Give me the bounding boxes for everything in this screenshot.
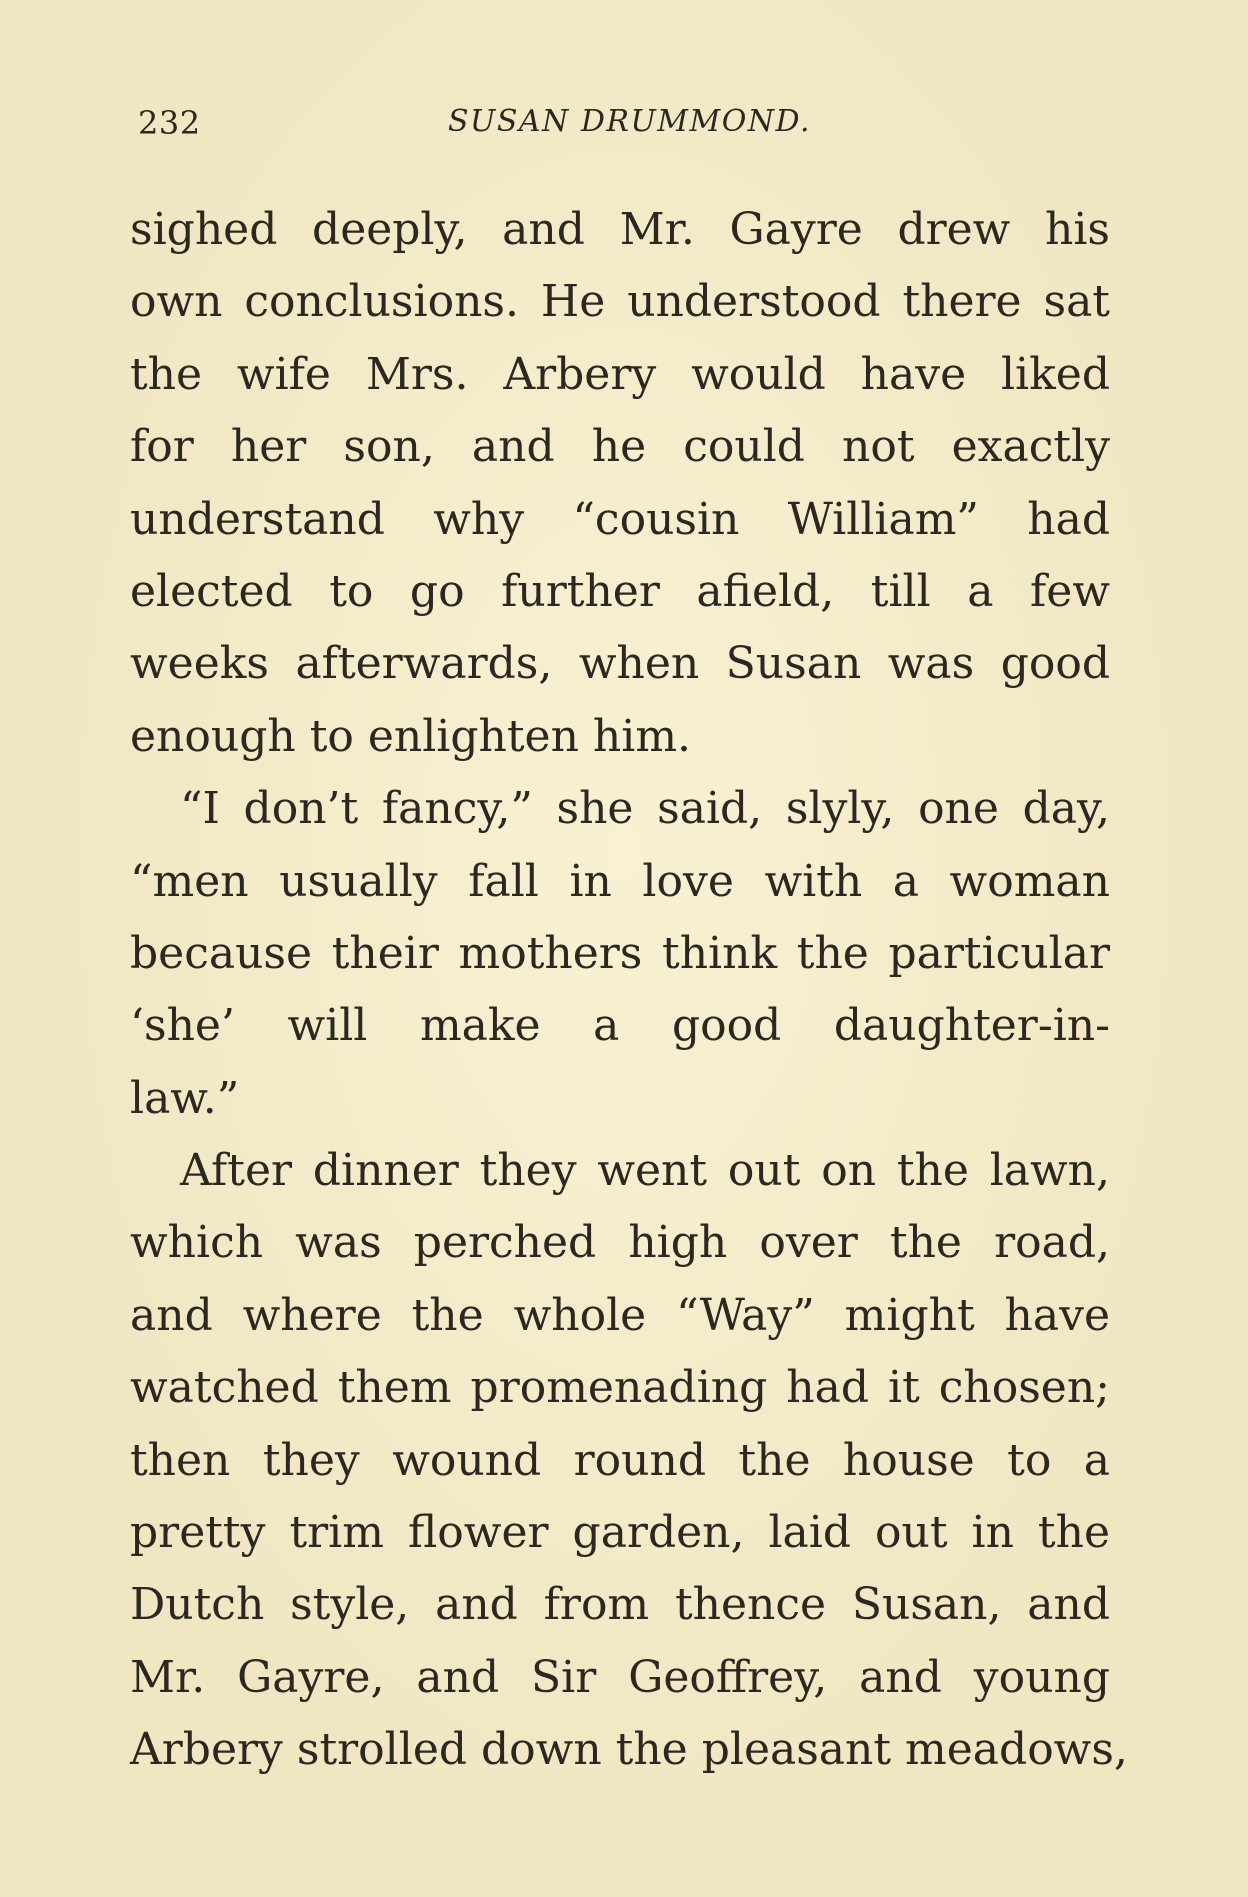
text-line: Arbery strolled down the pleasant meadows, xyxy=(130,1724,1128,1776)
text-line: enough to enlighten him. xyxy=(130,710,692,762)
text-line: ‘she’ will make a good daughter-in- xyxy=(130,1000,1110,1052)
text-line: law.” xyxy=(130,1072,240,1124)
text-line: “I don’t fancy,” she said, slyly, one day, xyxy=(180,783,1110,835)
text-line: then they wound round the house to a xyxy=(130,1434,1110,1486)
text-line: own conclusions. He understood there sat xyxy=(130,276,1110,328)
text-line: because their mothers think the particular xyxy=(130,927,1110,979)
page-header xyxy=(138,104,1148,154)
text-line: “men usually fall in love with a woman xyxy=(130,855,1110,907)
text-line: sighed deeply, and Mr. Gayre drew his xyxy=(130,204,1110,255)
text-line: Dutch style, and from thence Susan, and xyxy=(130,1579,1110,1631)
text-line: the wife Mrs. Arbery would have liked xyxy=(130,348,1110,400)
text-line: which was perched high over the road, xyxy=(130,1217,1110,1269)
text-line: elected to go further afield, till a few xyxy=(130,565,1110,617)
text-line: understand why “cousin William” had xyxy=(130,493,1110,545)
text-line: pretty trim flower garden, laid out in the xyxy=(130,1507,1110,1559)
page-number: 232 xyxy=(138,104,201,142)
text-line: for her son, and he could not exactly xyxy=(130,421,1110,473)
text-line: watched them promenading had it chosen; xyxy=(130,1362,1110,1414)
text-line: weeks afterwards, when Susan was good xyxy=(130,638,1110,690)
running-head: SUSAN DRUMMOND. xyxy=(448,104,812,139)
text-line: Mr. Gayre, and Sir Geoffrey, and young xyxy=(130,1651,1110,1703)
text-line: After dinner they went out on the lawn, xyxy=(180,1145,1110,1197)
body-text xyxy=(130,194,1128,1787)
text-line: and where the whole “Way” might have xyxy=(130,1289,1110,1341)
